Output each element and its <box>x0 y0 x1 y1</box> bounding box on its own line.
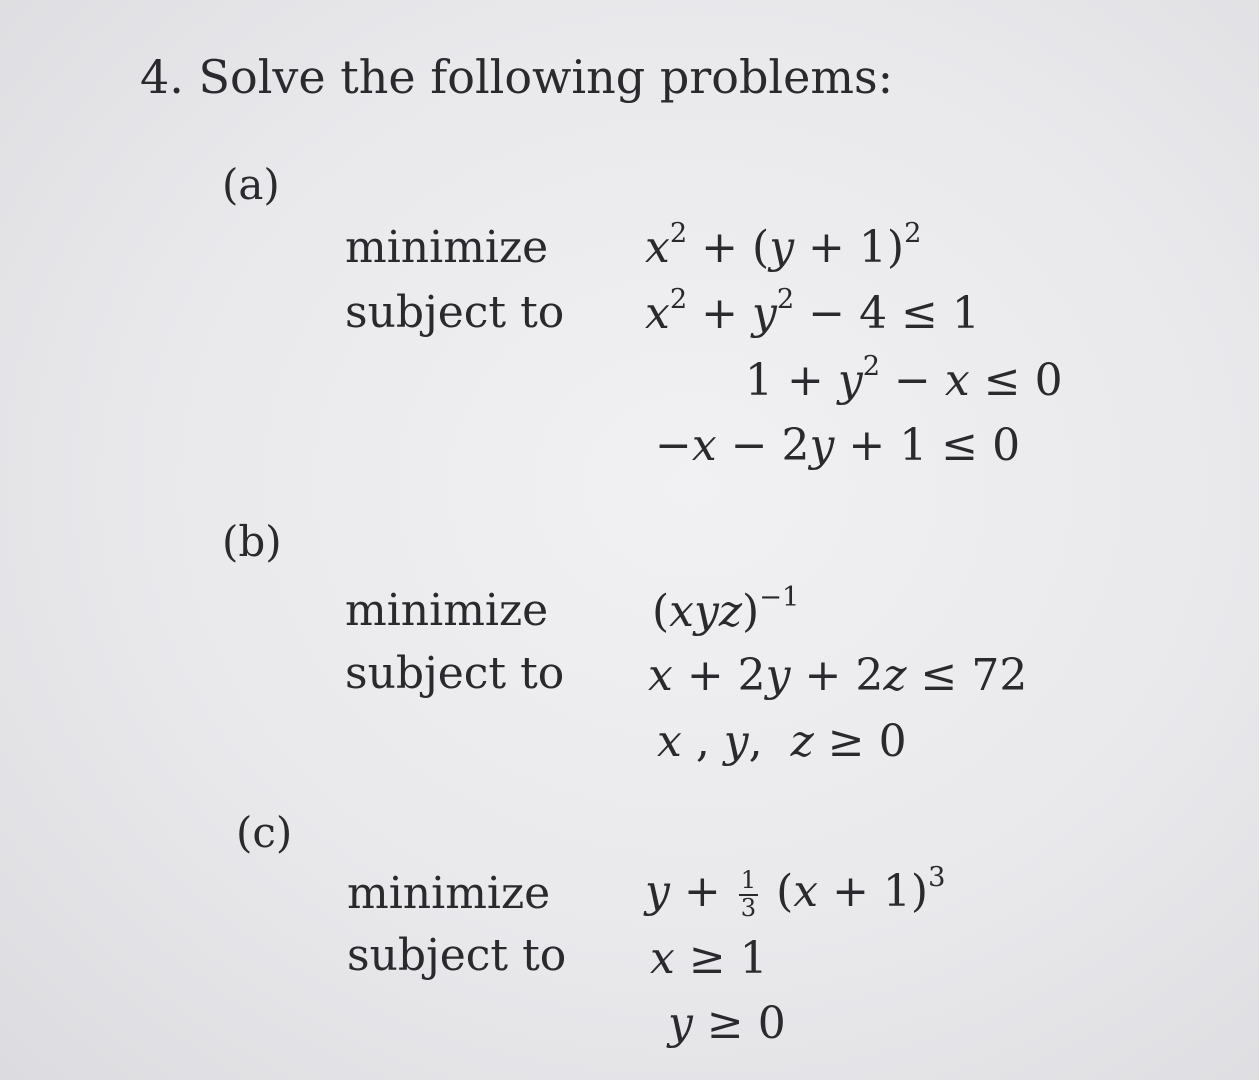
problem-a-constraint-2: $1 + y^2 - x \le 0$ <box>745 351 1063 406</box>
problem-a-minimize-keyword: minimize <box>345 222 549 273</box>
problem-b-constraint-1: x + 2y + 2z ≤ 72 <box>648 650 1028 701</box>
problem-heading: 4. Solve the following problems: <box>140 50 894 104</box>
problem-b-objective: (xyz)$^{-1}$ <box>652 582 800 637</box>
problem-c-constraint-1: x ≥ 1 <box>650 933 768 984</box>
problem-c-fraction: $\frac{1}{3}$ <box>740 866 757 922</box>
problem-b-minimize-keyword: minimize <box>345 585 549 636</box>
problem-a-constraint-3: −x − 2y + 1 ≤ 0 <box>655 420 1021 471</box>
problem-a-constraint-1: $x^2 + y^2 - 4 \le 1$ <box>645 284 980 339</box>
problem-b-label: (b) <box>222 517 282 566</box>
problem-a-objective: $x^2 + (y + 1)^2$ <box>645 218 922 273</box>
problem-c-objective: y + $\frac{1}{3}$ $(x + 1)^3$ <box>645 862 946 922</box>
problem-b-subject-to-keyword: subject to <box>345 648 565 699</box>
problem-c-subject-to-keyword: subject to <box>347 930 567 981</box>
problem-b-constraint-2: x , y, z ≥ 0 <box>657 716 907 767</box>
problem-a-label: (a) <box>222 160 280 209</box>
problem-a-subject-to-keyword: subject to <box>345 287 565 338</box>
problem-c-label: (c) <box>236 808 293 857</box>
problem-c-minimize-keyword: minimize <box>347 868 551 919</box>
problem-c-constraint-2: y ≥ 0 <box>668 998 786 1049</box>
